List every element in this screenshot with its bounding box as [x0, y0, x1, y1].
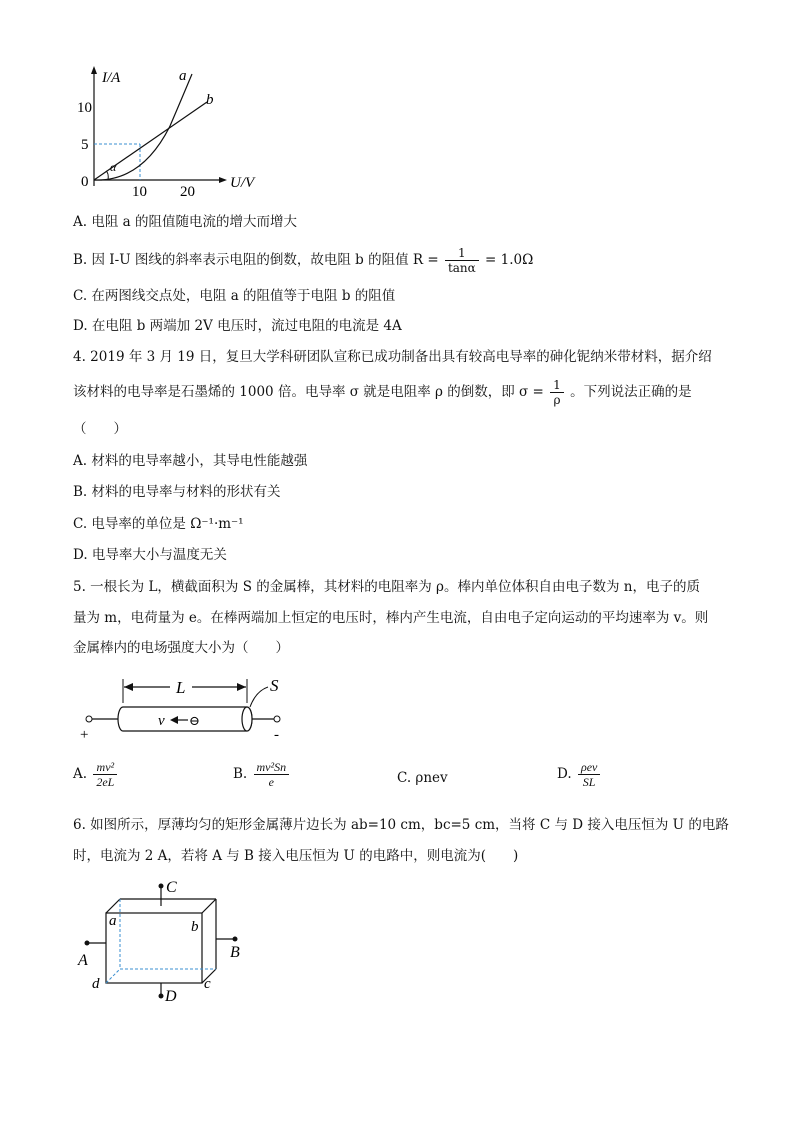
q5-b-label: B.: [233, 766, 248, 782]
q5-stem-line1: 5. 一根长为 L，横截面积为 S 的金属棒，其材料的电阻率为 ρ。棒内单位体积自由电子数为 n，电子的质: [73, 579, 700, 595]
terminal-right: [274, 716, 280, 722]
x-tick-10: 10: [132, 184, 147, 200]
q4-stem-line2-end: 。下列说法正确的是: [570, 384, 692, 400]
arrowhead-right: [237, 683, 246, 691]
q3-option-b: [73, 246, 533, 275]
q5-stem-line2: 量为 m，电荷量为 e。在棒两端加上恒定的电压时，棒内产生电流，自由电子定向运动的平均速率为 v。则: [73, 610, 709, 626]
y-tick-5: 5: [81, 137, 89, 153]
q4-frac-num: 1: [550, 378, 564, 393]
q5-option-b: [233, 760, 291, 789]
rod-end-face: [242, 707, 252, 731]
electron-symbol: ⊖: [189, 713, 200, 728]
q5-d-fraction: [578, 760, 600, 789]
q3-option-b-result: = 1.0Ω: [485, 252, 534, 268]
terminal-a: [85, 941, 90, 946]
corner-d: d: [92, 976, 100, 992]
label-B: B: [230, 944, 240, 961]
q5-d-den: SL: [582, 775, 596, 789]
y-tick-10: 10: [77, 100, 92, 116]
rod-body: [118, 707, 252, 731]
q3-option-c: C. 在两图线交点处，电阻 a 的阻值等于电阻 b 的阻值: [73, 288, 396, 304]
plate-top-left-edge: [106, 899, 120, 913]
label-D: D: [165, 988, 177, 1005]
arrowhead-left: [124, 683, 133, 691]
label-C: C: [166, 879, 177, 896]
corner-a: a: [109, 913, 117, 929]
q4-fraction: [550, 378, 564, 407]
q4-option-d: D. 电导率大小与温度无关: [73, 547, 227, 563]
y-axis-label: I/A: [102, 70, 121, 86]
q4-stem-line1: 4. 2019 年 3 月 19 日，复旦大学科研团队宣称已成功制备出具有较高电导率的砷化铌纳米带材料，据介绍: [73, 349, 712, 365]
q6-plate-figure: [70, 875, 270, 1005]
q3-option-b-text: B. 因 I-U 图线的斜率表示电阻的倒数，故电阻 b 的阻值 R =: [73, 252, 439, 268]
corner-c: c: [204, 976, 211, 992]
q4-stem-line2: [73, 378, 692, 407]
q4-option-c: C. 电导率的单位是 Ω⁻¹·m⁻¹: [73, 516, 244, 532]
corner-b: b: [191, 919, 199, 935]
q5-d-num: ρev: [578, 760, 600, 775]
area-pointer: [250, 687, 268, 707]
q3-option-a: A. 电阻 a 的阻值随电流的增大而增大: [73, 214, 297, 230]
q5-option-c: C. ρnev: [397, 770, 448, 786]
curve-a-label: a: [179, 68, 187, 84]
q5-b-fraction: [254, 760, 290, 789]
terminal-left: [86, 716, 92, 722]
x-tick-20: 20: [180, 184, 195, 200]
terminal-d: [159, 994, 164, 999]
q5-stem-line3: 金属棒内的电场强度大小为（ ）: [73, 640, 289, 656]
y-tick-0: 0: [81, 174, 89, 190]
x-axis-label: U/V: [230, 175, 255, 191]
curve-b-label: b: [206, 92, 214, 108]
q5-a-fraction: [93, 760, 117, 789]
curve-a: [94, 74, 192, 180]
q3-b-frac-num: 1: [445, 246, 479, 261]
iu-graph: [72, 60, 332, 200]
q5-a-num: mv²: [93, 760, 117, 775]
q4-option-a: A. 材料的电导率越小，其导电性能越强: [73, 453, 308, 469]
q3-option-b-fraction: [445, 246, 479, 275]
q5-a-den: 2eL: [96, 775, 115, 789]
q4-stem-line2-text: 该材料的电导率是石墨烯的 1000 倍。电导率 σ 就是电阻率 ρ 的倒数，即 σ =: [73, 384, 544, 400]
plate-top-right-edge: [202, 899, 216, 913]
q4-frac-den: ρ: [553, 393, 561, 407]
terminal-c: [159, 884, 164, 889]
q5-b-den: e: [268, 775, 274, 789]
q5-option-d: [557, 760, 602, 789]
q5-b-num: mv²Sn: [254, 760, 290, 775]
label-A: A: [78, 952, 88, 969]
rod-length-label: L: [176, 678, 186, 697]
rod-area-label: S: [270, 676, 279, 695]
velocity-label: v: [158, 713, 165, 729]
q6-stem-line2: 时，电流为 2 A，若将 A 与 B 接入电压恒为 U 的电路中，则电流为( ): [73, 848, 519, 864]
q6-stem-line1: 6. 如图所示，厚薄均匀的矩形金属薄片边长为 ab=10 cm，bc=5 cm，当将 C 与 D 接入电压恒为 U 的电路: [73, 817, 729, 833]
q5-a-label: A.: [73, 766, 88, 782]
angle-label: α: [110, 160, 117, 174]
q4-option-b: B. 材料的电导率与材料的形状有关: [73, 484, 281, 500]
y-axis-arrow: [91, 66, 97, 74]
terminal-b: [233, 937, 238, 942]
plate-front-face: [106, 913, 202, 983]
x-axis-arrow: [219, 177, 227, 183]
angle-arc: [106, 171, 108, 180]
q4-answer-paren: （ ）: [73, 421, 127, 437]
plus-label: +: [80, 727, 89, 743]
minus-label: -: [274, 727, 279, 743]
q3-b-frac-den: tanα: [447, 261, 476, 275]
q5-d-label: D.: [557, 766, 572, 782]
q5-rod-figure: [78, 673, 318, 753]
q5-option-a: [73, 760, 119, 789]
q3-option-d: D. 在电阻 b 两端加 2V 电压时，流过电阻的电流是 4A: [73, 318, 402, 334]
